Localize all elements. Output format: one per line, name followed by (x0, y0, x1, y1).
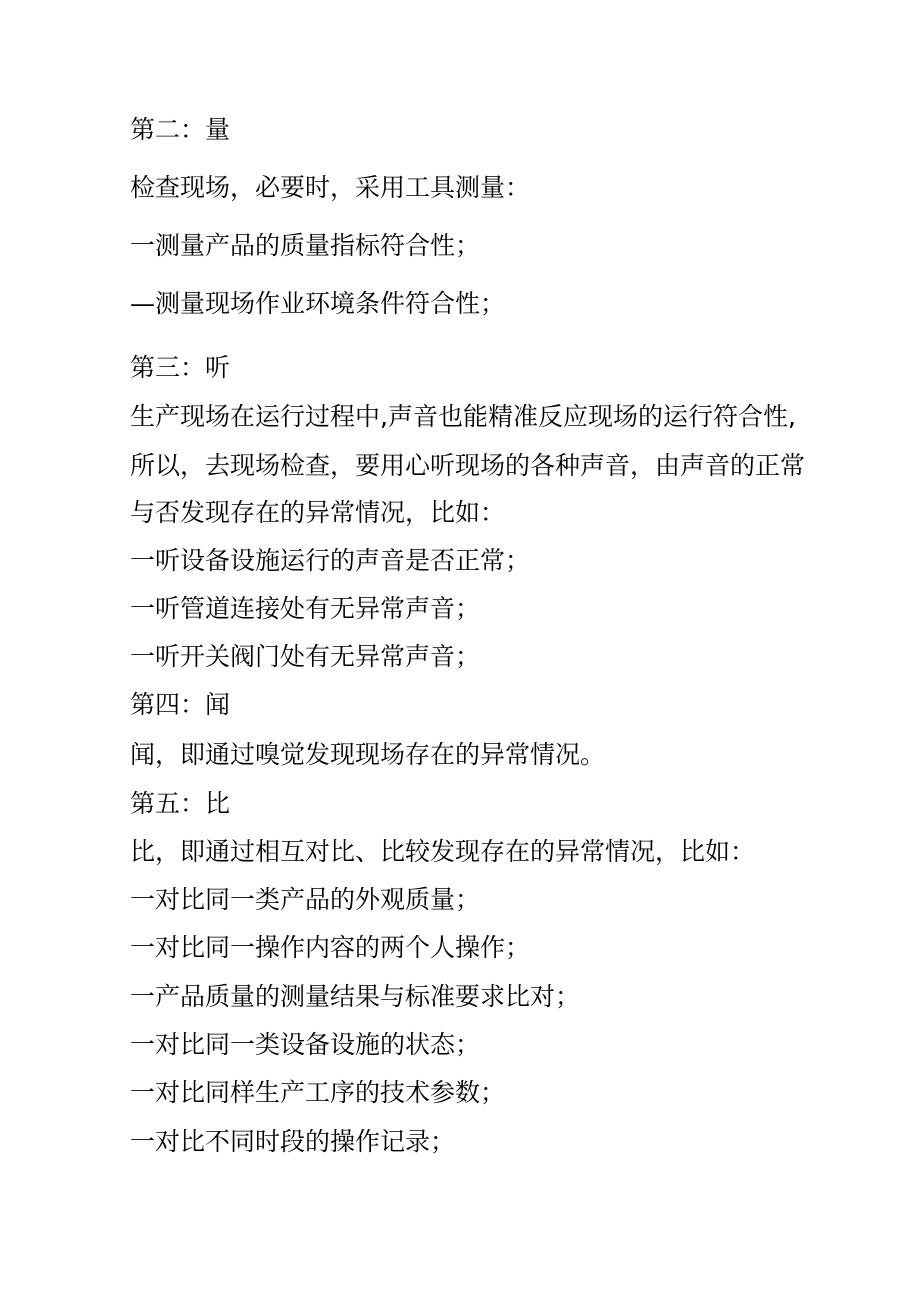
section-intro-liang: 检查现场，必要时，采用工具测量： (130, 173, 531, 202)
list-item: 一听设备设施运行的声音是否正常； (130, 546, 531, 575)
section-heading-wen: 第四：闻 (130, 690, 231, 719)
section-heading-ting: 第三：听 (130, 353, 231, 382)
list-item: 一产品质量的测量结果与标准要求比对； (130, 982, 581, 1011)
paragraph-line: 闻，即通过嗅觉发现现场存在的异常情况。 (130, 740, 606, 769)
paragraph-line: 生产现场在运行过程中,声音也能精准反应现场的运行符合性, (130, 402, 796, 431)
section-heading-liang: 第二：量 (130, 115, 231, 144)
list-item: 一对比不同时段的操作记录； (130, 1127, 456, 1156)
list-item: 一对比同样生产工序的技术参数； (130, 1078, 506, 1107)
list-item: 一听管道连接处有无异常声音； (130, 594, 481, 623)
paragraph-line: 与否发现存在的异常情况，比如： (130, 498, 506, 527)
list-item: 一测量产品的质量指标符合性； (130, 231, 481, 260)
list-item: 一对比同一类设备设施的状态； (130, 1030, 481, 1059)
section-heading-bi: 第五：比 (130, 789, 231, 818)
list-item: 一听开关阀门处有无异常声音； (130, 642, 481, 671)
list-item: —测量现场作业环境条件符合性； (130, 289, 506, 318)
paragraph-line: 所以，去现场检查，要用心听现场的各种声音，由声音的正常 (130, 451, 806, 480)
list-item: 一对比同一操作内容的两个人操作； (130, 933, 531, 962)
section-intro-bi: 比，即通过相互对比、比较发现存在的异常情况，比如： (130, 837, 756, 866)
list-item: 一对比同一类产品的外观质量； (130, 885, 481, 914)
